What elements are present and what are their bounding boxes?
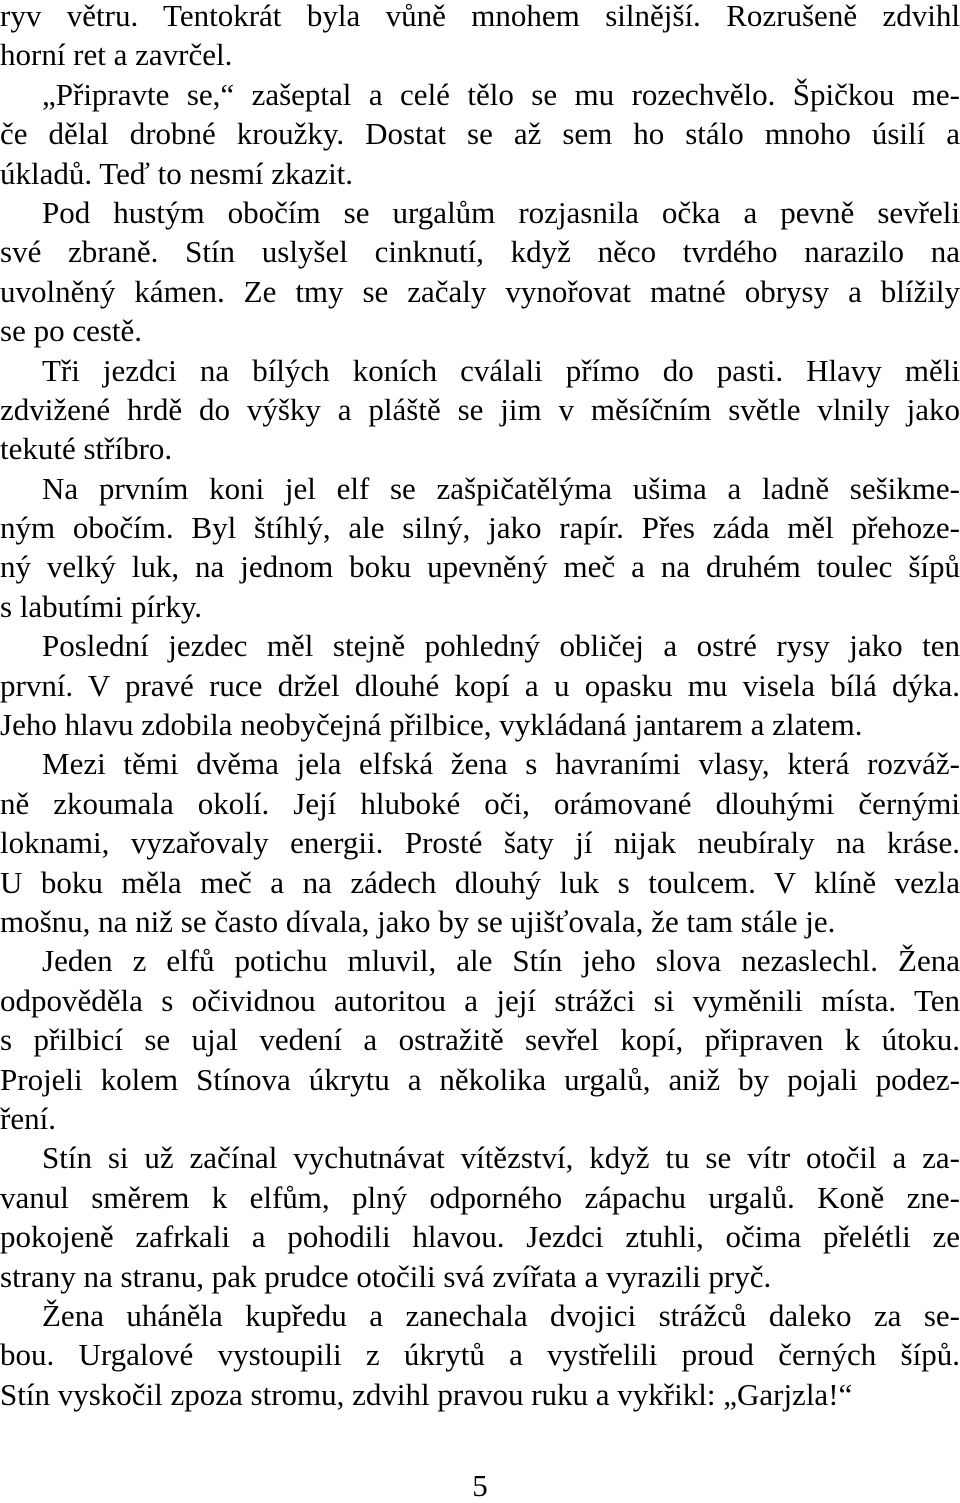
- text-line: Žena uháněla kupředu a zanechala dvojici strážců daleko za se-: [42, 1297, 960, 1333]
- text-line: se po cestě.: [0, 313, 143, 349]
- text-line: Pod hustým obočím se urgalům rozjasnila očka a pevně sevřeli: [42, 194, 960, 230]
- text-line: ný velký luk, na jednom boku upevněný meč a na druhém toulec šípů: [0, 549, 960, 585]
- text-line: ně zkoumala okolí. Její hluboké oči, orámované dlouhými černými: [0, 785, 960, 821]
- text-line: s přilbicí se ujal vedení a ostražitě sevřel kopí, připraven k útoku.: [0, 1022, 960, 1058]
- text-line: loknami, vyzařovaly energii. Prosté šaty jí nijak neubíraly na kráse.: [0, 825, 960, 861]
- text-line: bou. Urgalové vystoupili z úkrytů a vystřelili proud černých šípů.: [0, 1337, 960, 1373]
- text-line: Stín si už začínal vychutnávat vítězství, když tu se vítr otočil a za-: [42, 1140, 960, 1176]
- text-line: ryv větru. Tentokrát byla vůně mnohem silnější. Rozrušeně zdvihl: [0, 0, 960, 33]
- text-line: strany na stranu, pak prudce otočili svá zvířata a vyrazili pryč.: [0, 1258, 772, 1294]
- text-line: Jeden z elfů potichu mluvil, ale Stín jeho slova nezaslechl. Žena: [42, 943, 960, 979]
- text-line: ření.: [0, 1100, 56, 1136]
- text-line: s labutími pírky.: [0, 588, 203, 624]
- text-line: odpověděla s očividnou autoritou a její strážci si vyměnili místa. Ten: [0, 982, 960, 1018]
- text-line: Jeho hlavu zdobila neobyčejná přilbice, vykládaná jantarem a zlatem.: [0, 707, 863, 743]
- text-line: Mezi těmi dvěma jela elfská žena s havraními vlasy, která rozváž-: [42, 746, 960, 782]
- text-line: pokojeně zafrkali a pohodili hlavou. Jezdci ztuhli, očima přelétli ze: [0, 1219, 960, 1255]
- text-line: své zbraně. Stín uslyšel cinknutí, když něco tvrdého narazilo na: [0, 234, 960, 270]
- text-line: uvolněný kámen. Ze tmy se začaly vynořovat matné obrysy a blížily: [0, 273, 960, 309]
- text-line: vanul směrem k elfům, plný odporného zápachu urgalů. Koně zne-: [0, 1179, 960, 1215]
- text-line: Stín vyskočil zpoza stromu, zdvihl pravou ruku a vykřikl: „Garjzla!“: [0, 1376, 853, 1412]
- text-line: U boku měla meč a na zádech dlouhý luk s toulcem. V klíně vezla: [0, 864, 960, 900]
- text-line: če dělal drobné kroužky. Dostat se až sem ho stálo mnoho úsilí a: [0, 116, 960, 152]
- text-line: ným obočím. Byl štíhlý, ale silný, jako rapír. Přes záda měl přehoze-: [0, 510, 960, 546]
- text-line: mošnu, na niž se často dívala, jako by se ujišťovala, že tam stále je.: [0, 903, 836, 939]
- text-line: úkladů. Teď to nesmí zkazit.: [0, 155, 354, 191]
- text-line: horní ret a zavrčel.: [0, 37, 233, 73]
- text-line: zdvižené hrdě do výšky a pláště se jim v měsíčním světle vlnily jako: [0, 391, 960, 427]
- text-line: „Připravte se,“ zašeptal a celé tělo se mu rozechvělo. Špičkou me-: [42, 76, 960, 112]
- text-line: Tři jezdci na bílých koních cválali přímo do pasti. Hlavy měli: [42, 352, 960, 388]
- page-number: 5: [472, 1468, 488, 1503]
- text-line: Poslední jezdec měl stejně pohledný obličej a ostré rysy jako ten: [42, 628, 960, 664]
- text-line: první. V pravé ruce držel dlouhé kopí a u opasku mu visela bílá dýka.: [0, 667, 960, 703]
- text-line: tekuté stříbro.: [0, 431, 173, 467]
- text-line: Projeli kolem Stínova úkrytu a několika urgalů, aniž by pojali podez-: [0, 1061, 960, 1097]
- text-line: Na prvním koni jel elf se zašpičatělýma ušima a ladně sešikme-: [42, 470, 960, 506]
